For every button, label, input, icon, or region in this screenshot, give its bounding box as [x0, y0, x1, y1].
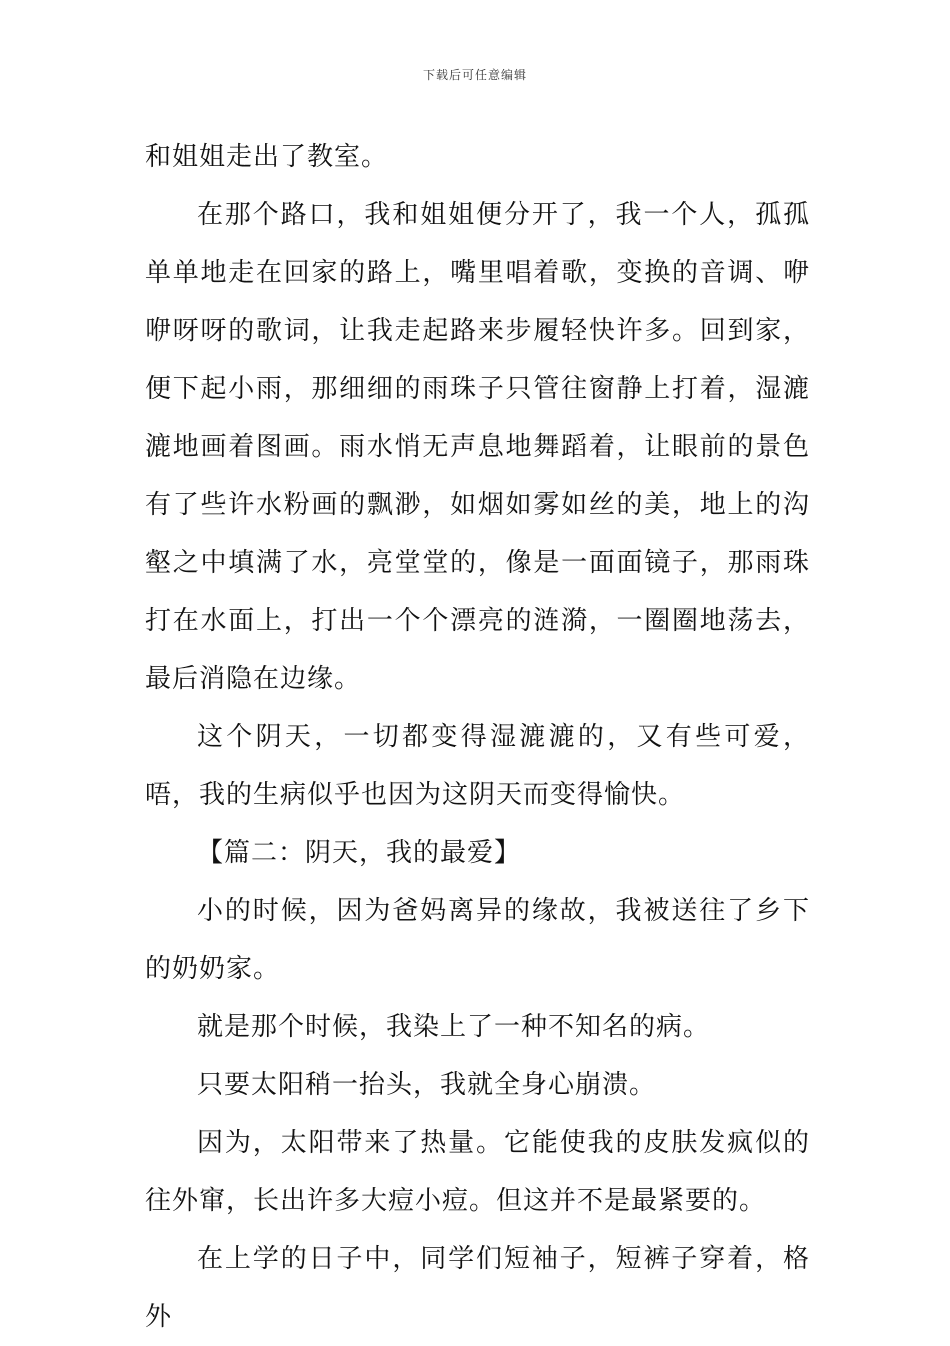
document-body [145, 128, 810, 1346]
section-heading: 【篇二：阴天，我的最爱】 [197, 838, 522, 868]
page-header: 下载后可任意编辑 [422, 68, 527, 82]
paragraph-7: 因为，太阳带来了热量。它能使我的皮肤发疯似的往外窜，长出许多大痘小痘。但这并不是最紧要的。 [145, 1128, 810, 1216]
paragraph-5: 就是那个时候，我染上了一种不知名的病。 [197, 1012, 711, 1042]
paragraph-4: 小的时候，因为爸妈离异的缘故，我被送往了乡下的奶奶家。 [145, 896, 810, 984]
paragraph-6: 只要太阳稍一抬头，我就全身心崩溃。 [197, 1070, 657, 1100]
paragraph-8: 在上学的日子中，同学们短袖子，短裤子穿着，格外 [145, 1244, 810, 1332]
paragraph-2: 在那个路口，我和姐姐便分开了，我一个人，孤孤单单地走在回家的路上，嘴里唱着歌，变换的音调、咿咿呀呀的歌词，让我走起路来步履轻快许多。回到家，便下起小雨，那细细的雨珠子只管往窗静上打着，湿漉漉地画着图画。雨水悄无声息地舞蹈着，让眼前的景色有了些许水粉画的飘渺，如烟如雾如丝的美，地上的沟壑之中填满了水，亮堂堂的，像是一面面镜子，那雨珠打在水面上，打出一个个漂亮的涟漪，一圈圈地荡去，最后消隐在边缘。 [145, 200, 810, 694]
paragraph-1: 和姐姐走出了教室。 [145, 142, 389, 172]
paragraph-3: 这个阴天，一切都变得湿漉漉的，又有些可爱，唔，我的生病似乎也因为这阴天而变得愉快。 [145, 722, 810, 810]
